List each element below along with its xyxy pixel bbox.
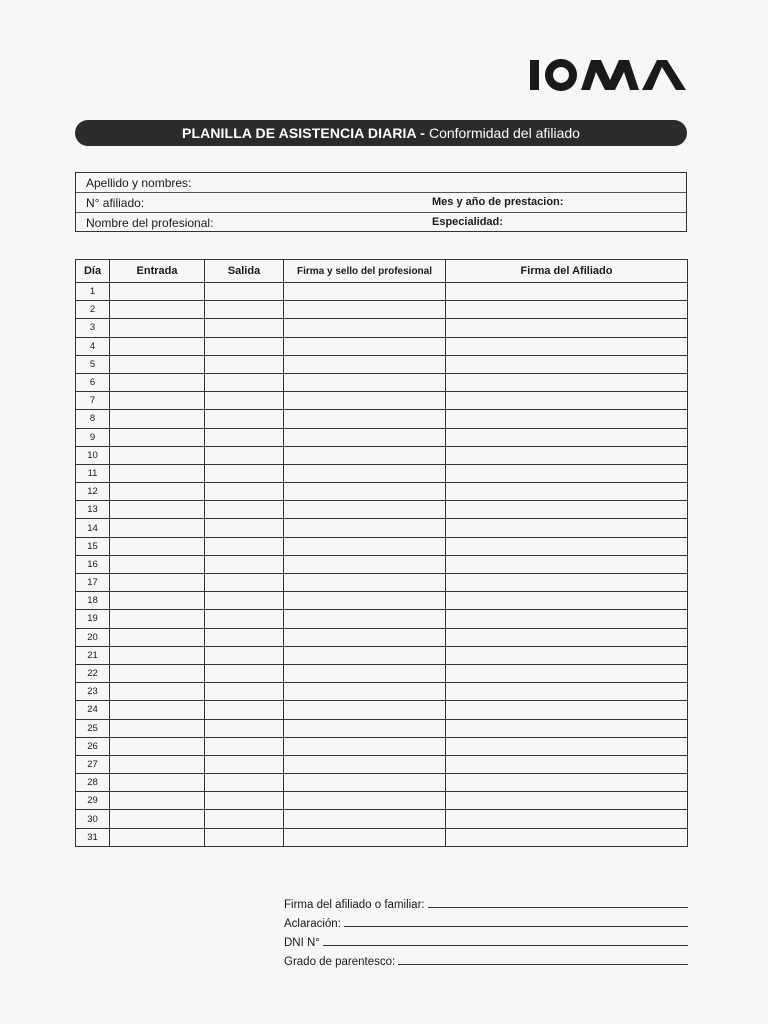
entry-cell[interactable] [110, 810, 205, 828]
entry-cell[interactable] [110, 483, 205, 501]
table-row [76, 683, 688, 701]
exit-cell[interactable] [205, 501, 284, 519]
exit-cell[interactable] [205, 810, 284, 828]
day-cell: 10 [76, 446, 110, 464]
day-cell: 6 [76, 373, 110, 391]
professional-signature-cell[interactable] [284, 701, 446, 719]
exit-cell[interactable] [205, 337, 284, 355]
affiliate-signature-cell[interactable] [446, 719, 688, 737]
professional-signature-cell[interactable] [284, 283, 446, 301]
affiliate-signature-cell[interactable] [446, 537, 688, 555]
affiliate-number-label: N° afiliado: [86, 196, 145, 210]
affiliate-signature-cell[interactable] [446, 355, 688, 373]
table-row [76, 701, 688, 719]
day-cell: 4 [76, 337, 110, 355]
ioma-logo [530, 56, 688, 94]
entry-cell[interactable] [110, 610, 205, 628]
exit-cell[interactable] [205, 355, 284, 373]
affiliate-signature-cell[interactable] [446, 628, 688, 646]
table-row [76, 355, 688, 373]
entry-cell[interactable] [110, 574, 205, 592]
professional-signature-cell[interactable] [284, 610, 446, 628]
signer-line[interactable] [428, 907, 688, 908]
table-row [76, 828, 688, 846]
professional-signature-cell[interactable] [284, 483, 446, 501]
entry-cell[interactable] [110, 646, 205, 664]
entry-cell[interactable] [110, 628, 205, 646]
table-row [76, 519, 688, 537]
entry-cell[interactable] [110, 428, 205, 446]
entry-cell[interactable] [110, 737, 205, 755]
affiliate-signature-cell[interactable] [446, 373, 688, 391]
day-cell: 3 [76, 319, 110, 337]
relationship-line[interactable] [284, 950, 688, 968]
table-row [76, 646, 688, 664]
affiliate-signature-cell[interactable] [446, 319, 688, 337]
header-professional-signature: Firma y sello del profesional [284, 260, 446, 283]
day-cell: 22 [76, 664, 110, 682]
exit-cell[interactable] [205, 519, 284, 537]
professional-signature-cell[interactable] [284, 355, 446, 373]
day-cell: 20 [76, 628, 110, 646]
professional-signature-cell[interactable] [284, 828, 446, 846]
affiliate-signature-cell[interactable] [446, 483, 688, 501]
day-cell: 26 [76, 737, 110, 755]
affiliate-signature-cell[interactable] [446, 410, 688, 428]
header-affiliate-signature: Firma del Afiliado [446, 260, 688, 283]
professional-signature-cell[interactable] [284, 810, 446, 828]
affiliate-signature-cell[interactable] [446, 664, 688, 682]
professional-signature-cell[interactable] [284, 519, 446, 537]
professional-name-label: Nombre del profesional: [86, 216, 214, 230]
exit-cell[interactable] [205, 774, 284, 792]
professional-signature-cell[interactable] [284, 719, 446, 737]
table-row [76, 283, 688, 301]
exit-cell[interactable] [205, 373, 284, 391]
exit-cell[interactable] [205, 446, 284, 464]
table-row [76, 373, 688, 391]
exit-cell[interactable] [205, 737, 284, 755]
professional-signature-cell[interactable] [284, 337, 446, 355]
exit-cell[interactable] [205, 428, 284, 446]
exit-cell[interactable] [205, 828, 284, 846]
affiliate-signature-cell[interactable] [446, 301, 688, 319]
table-row [76, 592, 688, 610]
table-row [76, 501, 688, 519]
table-row [76, 446, 688, 464]
exit-cell[interactable] [205, 555, 284, 573]
affiliate-signature-cell[interactable] [446, 337, 688, 355]
professional-signature-cell[interactable] [284, 737, 446, 755]
exit-cell[interactable] [205, 319, 284, 337]
table-row [76, 319, 688, 337]
entry-cell[interactable] [110, 719, 205, 737]
table-row [76, 792, 688, 810]
entry-cell[interactable] [110, 319, 205, 337]
table-row [76, 483, 688, 501]
entry-cell[interactable] [110, 446, 205, 464]
day-cell: 17 [76, 574, 110, 592]
signer-signature-line[interactable] [284, 893, 688, 911]
professional-signature-cell[interactable] [284, 373, 446, 391]
affiliate-signature-cell[interactable] [446, 501, 688, 519]
professional-signature-cell[interactable] [284, 428, 446, 446]
affiliate-signature-cell[interactable] [446, 646, 688, 664]
form-title: PLANILLA DE ASISTENCIA DIARIA [182, 125, 417, 141]
entry-cell[interactable] [110, 828, 205, 846]
affiliate-signature-cell[interactable] [446, 737, 688, 755]
affiliate-signature-cell[interactable] [446, 428, 688, 446]
specialty-label: Especialidad: [432, 216, 503, 228]
table-row [76, 810, 688, 828]
day-cell: 13 [76, 501, 110, 519]
professional-signature-cell[interactable] [284, 683, 446, 701]
professional-signature-cell[interactable] [284, 410, 446, 428]
professional-signature-cell[interactable] [284, 774, 446, 792]
professional-signature-cell[interactable] [284, 628, 446, 646]
professional-signature-cell[interactable] [284, 301, 446, 319]
form-subtitle: Conformidad del afiliado [428, 125, 580, 141]
table-row [76, 574, 688, 592]
form-title-banner [75, 120, 687, 146]
entry-cell[interactable] [110, 664, 205, 682]
entry-cell[interactable] [110, 373, 205, 391]
affiliate-signature-cell[interactable] [446, 683, 688, 701]
table-row [76, 392, 688, 410]
exit-cell[interactable] [205, 537, 284, 555]
affiliate-signature-cell[interactable] [446, 283, 688, 301]
header-exit: Salida [205, 260, 284, 283]
affiliate-signature-cell[interactable] [446, 446, 688, 464]
table-row [76, 537, 688, 555]
exit-cell[interactable] [205, 646, 284, 664]
signer-label: Firma del afiliado o familiar: [284, 899, 425, 911]
table-row [76, 464, 688, 482]
name-row[interactable] [76, 173, 686, 193]
exit-cell[interactable] [205, 628, 284, 646]
month-year-label: Mes y año de prestacion: [432, 196, 564, 208]
entry-cell[interactable] [110, 592, 205, 610]
table-row [76, 774, 688, 792]
day-cell: 23 [76, 683, 110, 701]
affiliate-signature-cell[interactable] [446, 574, 688, 592]
table-row [76, 337, 688, 355]
exit-cell[interactable] [205, 664, 284, 682]
table-row [76, 555, 688, 573]
day-cell: 14 [76, 519, 110, 537]
day-cell: 31 [76, 828, 110, 846]
table-row [76, 628, 688, 646]
table-row [76, 610, 688, 628]
dni-line[interactable] [284, 931, 688, 949]
entry-cell[interactable] [110, 537, 205, 555]
header-entry: Entrada [110, 260, 205, 283]
dni-label: DNI N° [284, 937, 320, 949]
affiliate-signature-cell[interactable] [446, 555, 688, 573]
exit-cell[interactable] [205, 283, 284, 301]
affiliate-signature-cell[interactable] [446, 774, 688, 792]
professional-signature-cell[interactable] [284, 555, 446, 573]
exit-cell[interactable] [205, 410, 284, 428]
day-cell: 9 [76, 428, 110, 446]
day-cell: 11 [76, 464, 110, 482]
entry-cell[interactable] [110, 301, 205, 319]
exit-cell[interactable] [205, 683, 284, 701]
exit-cell[interactable] [205, 483, 284, 501]
affiliate-signature-cell[interactable] [446, 392, 688, 410]
table-row [76, 301, 688, 319]
entry-cell[interactable] [110, 792, 205, 810]
affiliate-signature-cell[interactable] [446, 464, 688, 482]
entry-cell[interactable] [110, 392, 205, 410]
table-row [76, 664, 688, 682]
entry-cell[interactable] [110, 355, 205, 373]
professional-signature-cell[interactable] [284, 446, 446, 464]
entry-cell[interactable] [110, 755, 205, 773]
professional-signature-cell[interactable] [284, 392, 446, 410]
professional-signature-cell[interactable] [284, 464, 446, 482]
exit-cell[interactable] [205, 610, 284, 628]
entry-cell[interactable] [110, 774, 205, 792]
dni-field-line[interactable] [323, 945, 688, 946]
day-cell: 7 [76, 392, 110, 410]
entry-cell[interactable] [110, 555, 205, 573]
name-label: Apellido y nombres: [86, 176, 192, 190]
entry-cell[interactable] [110, 501, 205, 519]
affiliate-signature-cell[interactable] [446, 592, 688, 610]
professional-signature-cell[interactable] [284, 501, 446, 519]
form-title-separator: - [416, 125, 429, 141]
attendance-table [75, 259, 688, 847]
exit-cell[interactable] [205, 792, 284, 810]
professional-signature-cell[interactable] [284, 537, 446, 555]
entry-cell[interactable] [110, 283, 205, 301]
professional-signature-cell[interactable] [284, 592, 446, 610]
day-cell: 24 [76, 701, 110, 719]
relationship-label: Grado de parentesco: [284, 956, 396, 968]
professional-signature-cell[interactable] [284, 664, 446, 682]
exit-cell[interactable] [205, 574, 284, 592]
exit-cell[interactable] [205, 592, 284, 610]
affiliate-signature-cell[interactable] [446, 701, 688, 719]
relationship-field-line[interactable] [398, 964, 688, 965]
exit-cell[interactable] [205, 392, 284, 410]
entry-cell[interactable] [110, 337, 205, 355]
professional-signature-cell[interactable] [284, 319, 446, 337]
table-header-row [76, 260, 688, 283]
day-cell: 19 [76, 610, 110, 628]
affiliate-signature-cell[interactable] [446, 792, 688, 810]
professional-signature-cell[interactable] [284, 574, 446, 592]
affiliate-signature-cell[interactable] [446, 610, 688, 628]
affiliate-row[interactable] [76, 193, 686, 213]
entry-cell[interactable] [110, 464, 205, 482]
table-row [76, 737, 688, 755]
day-cell: 27 [76, 755, 110, 773]
header-day: Día [76, 260, 110, 283]
day-cell: 28 [76, 774, 110, 792]
day-cell: 16 [76, 555, 110, 573]
affiliate-signature-cell[interactable] [446, 755, 688, 773]
table-row [76, 719, 688, 737]
exit-cell[interactable] [205, 301, 284, 319]
day-cell: 30 [76, 810, 110, 828]
affiliate-signature-cell[interactable] [446, 810, 688, 828]
entry-cell[interactable] [110, 410, 205, 428]
table-row [76, 755, 688, 773]
day-cell: 25 [76, 719, 110, 737]
exit-cell[interactable] [205, 464, 284, 482]
day-cell: 12 [76, 483, 110, 501]
day-cell: 8 [76, 410, 110, 428]
entry-cell[interactable] [110, 683, 205, 701]
professional-signature-cell[interactable] [284, 646, 446, 664]
attendance-table-body [76, 283, 688, 847]
day-cell: 2 [76, 301, 110, 319]
professional-signature-cell[interactable] [284, 792, 446, 810]
affiliate-signature-cell[interactable] [446, 519, 688, 537]
day-cell: 5 [76, 355, 110, 373]
patient-info-box [75, 172, 687, 232]
professional-row[interactable] [76, 213, 686, 233]
affiliate-signature-cell[interactable] [446, 828, 688, 846]
entry-cell[interactable] [110, 519, 205, 537]
table-row [76, 428, 688, 446]
day-cell: 15 [76, 537, 110, 555]
table-row [76, 410, 688, 428]
day-cell: 1 [76, 283, 110, 301]
entry-cell[interactable] [110, 701, 205, 719]
day-cell: 21 [76, 646, 110, 664]
exit-cell[interactable] [205, 755, 284, 773]
day-cell: 18 [76, 592, 110, 610]
exit-cell[interactable] [205, 719, 284, 737]
clarification-label: Aclaración: [284, 918, 341, 930]
professional-signature-cell[interactable] [284, 755, 446, 773]
clarification-field-line[interactable] [344, 926, 688, 927]
clarification-line[interactable] [284, 912, 688, 930]
exit-cell[interactable] [205, 701, 284, 719]
day-cell: 29 [76, 792, 110, 810]
